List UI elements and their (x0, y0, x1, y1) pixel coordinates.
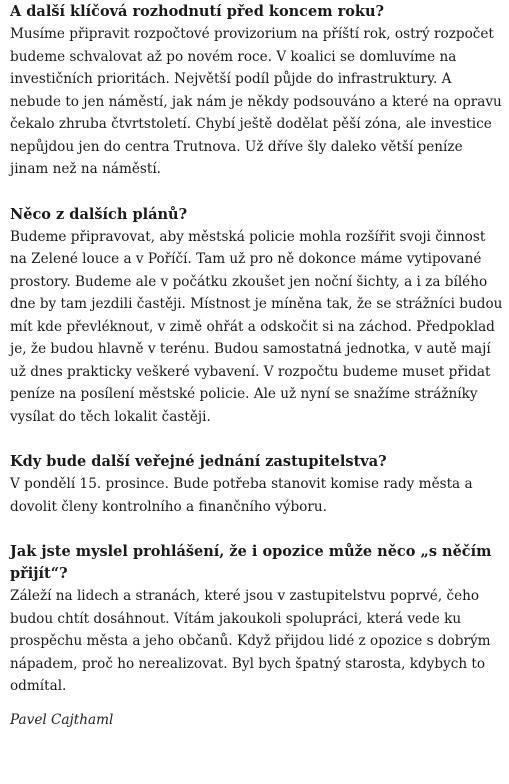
question-heading: Něco z dalších plánů? (10, 205, 188, 223)
qa-section-opposition (10, 540, 505, 698)
answer-paragraph: Záleží na lidech a stranách, které jsou v zastupitelstvu poprvé, čeho budou chtít dosáhnout. Vítám jakoukoli spolupráci, která vede ku prospěchu města a jeho občanů. Když přijdou lidé z opozice s dobrým nápadem, proč ho nerealizovat. Byl bych špatný starosta, kdybych to odmítal. (10, 588, 491, 694)
qa-section-council-meeting (10, 450, 505, 518)
question-heading: Kdy bude další veřejné jednání zastupitelstva? (10, 453, 387, 470)
qa-section-decisions (10, 0, 505, 181)
answer-paragraph: Musíme připravit rozpočtové provizorium na příští rok, ostrý rozpočet budeme schvalovat až po novém roce. V koalici se domluvíme na investičních prioritách. Největší podíl půjde do infrastruktury. A nebude to jen náměstí, jak nám je někdy podsouváno a které na opravu čekalo zhruba čtvrtstoletí. Chybí ještě dodělat pěší zóna, ale investice nepůjdou jen do centra Trutnova. Už dříve šly daleko větší peníze jinam než na náměstí. (10, 26, 502, 177)
answer-paragraph: Budeme připravovat, aby městská policie mohla rozšířit svoji činnost na Zelené louce a v Poříčí. Tam už pro ně dokonce máme vytipované prostory. Budeme ale v počátku zkoušet jen noční šichty, a i za bílého dne by tam jezdili častěji. Místnost je míněna tak, že se strážníci budou mít kde převléknout, v zimě ohřát a odskočit si na záchod. Předpoklad je, že budou hlavně v terénu. Budou samostatná jednotka, v autě mají už dnes prakticky veškeré vybavení. V rozpočtu budeme muset přidat peníze na posílení městské policie. Ale už nyní se snažíme strážníky vysílat do těch lokalit častěji. (10, 228, 503, 425)
qa-section-plans (10, 203, 505, 429)
author-signature: Pavel Cajthaml (10, 711, 114, 728)
question-heading: Jak jste myslel prohlášení, že i opozice může něco „s něčím přijít“? (10, 543, 492, 582)
question-heading: A další klíčová rozhodnutí před koncem roku? (10, 3, 385, 20)
article (10, 0, 505, 731)
answer-paragraph: V pondělí 15. prosince. Bude potřeba stanovit komise rady města a dovolit členy kontrolního a finančního výboru. (10, 476, 473, 515)
